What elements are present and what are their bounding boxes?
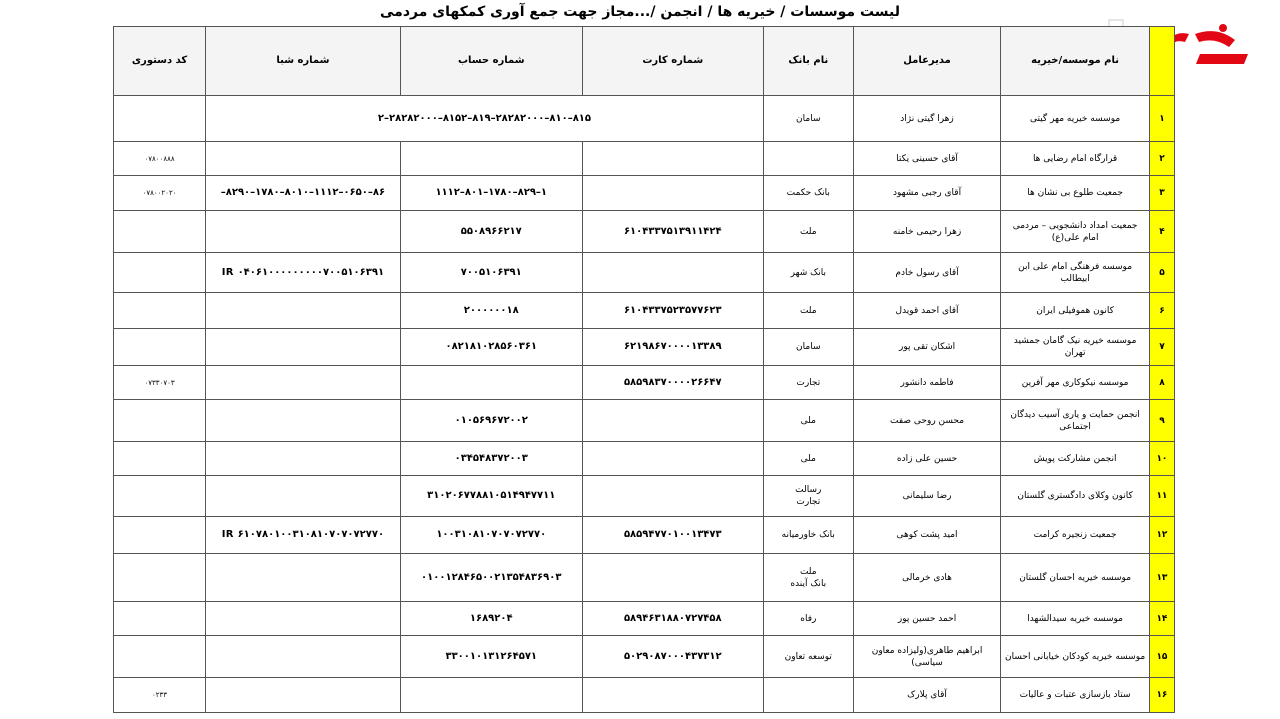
code-cell [114, 636, 206, 678]
name-cell: جمعیت امداد دانشجویی – مردمی امام علی(ع) [1001, 211, 1150, 253]
account-cell: ۱۶۸۹۲۰۴ [400, 602, 582, 636]
manager-cell: آقای رسول خادم [853, 253, 1001, 293]
sheba-cell: IR ۶۱۰۷۸۰۱۰۰۳۱۰۸۱۰۷۰۷۰۷۲۷۷۰ [206, 517, 401, 554]
code-cell [114, 400, 206, 442]
sheba-cell [206, 636, 401, 678]
table-row [114, 442, 1175, 476]
code-cell [114, 517, 206, 554]
header-manager: مدیرعامل [853, 27, 1001, 96]
header-bank: نام بانک [763, 27, 853, 96]
table-header-row [114, 27, 1175, 96]
table-row [114, 636, 1175, 678]
bank-cell: تجارت [763, 366, 853, 400]
manager-cell: ابراهیم طاهری(ولیزاده معاون سیاسی) [853, 636, 1001, 678]
code-cell [114, 442, 206, 476]
name-cell: موسسه خیریه مهر گیتی [1001, 96, 1150, 142]
name-cell: موسسه خیریه احسان گلستان [1001, 554, 1150, 602]
manager-cell: آقای پلارک [853, 678, 1001, 713]
table-row [114, 400, 1175, 442]
bank-cell [763, 142, 853, 176]
code-cell [114, 96, 206, 142]
row-number-cell: ۱۱ [1149, 476, 1174, 517]
manager-cell: هادی خرمالی [853, 554, 1001, 602]
name-cell: کانون وکلای دادگستری گلستان [1001, 476, 1150, 517]
code-cell: ۰۲۳۳ [114, 678, 206, 713]
manager-cell: رضا سلیمانی [853, 476, 1001, 517]
manager-cell: آقای رجبی مشهود [853, 176, 1001, 211]
table-row [114, 554, 1175, 602]
manager-cell: زهرا گیتی نژاد [853, 96, 1001, 142]
account-cell: ۲۰۰۰۰۰۰۱۸ [400, 293, 582, 329]
account-cell [400, 678, 582, 713]
name-cell: انجمن حمایت و یاری آسیب دیدگان اجتماعی [1001, 400, 1150, 442]
sheba-cell [206, 442, 401, 476]
manager-cell: اشکان تقی پور [853, 329, 1001, 366]
account-cell: ۷۰۰۵۱۰۶۳۹۱ [400, 253, 582, 293]
manager-cell: احمد حسین پور [853, 602, 1001, 636]
manager-cell: محسن روحی صفت [853, 400, 1001, 442]
sheba-cell [206, 329, 401, 366]
sheba-cell: IR ۰۴۰۶۱۰۰۰۰۰۰۰۰۰۷۰۰۵۱۰۶۳۹۱ [206, 253, 401, 293]
card-cell [582, 442, 763, 476]
row-number-cell: ۱۳ [1149, 554, 1174, 602]
code-cell: ۰۷۸۰۰۸۸۸ [114, 142, 206, 176]
bank-cell: ملت بانک آینده [763, 554, 853, 602]
bank-cell: بانک شهر [763, 253, 853, 293]
account-cell: ۰۳۴۵۴۸۳۷۲۰۰۳ [400, 442, 582, 476]
header-sheba: شماره شبا [206, 27, 401, 96]
bank-cell: ملت [763, 293, 853, 329]
card-cell: ۶۲۱۹۸۶۷۰۰۰۰۱۳۳۸۹ [582, 329, 763, 366]
account-cell: ۱–۸۲۹–۱۷۸۰–۸۰۱–۱۱۱۲ [400, 176, 582, 211]
manager-cell: امید پشت کوهی [853, 517, 1001, 554]
name-cell: کانون هموفیلی ایران [1001, 293, 1150, 329]
code-cell: ۰۷۸۰۰۲۰۲۰ [114, 176, 206, 211]
row-number-cell: ۶ [1149, 293, 1174, 329]
row-number-cell: ۷ [1149, 329, 1174, 366]
code-cell: ۰۷۳۳۰۷۰۳ [114, 366, 206, 400]
header-name: نام موسسه/خیریه [1001, 27, 1150, 96]
code-cell [114, 554, 206, 602]
bank-cell: سامان [763, 96, 853, 142]
name-cell: جمعیت زنجیره کرامت [1001, 517, 1150, 554]
row-number-cell: ۱۶ [1149, 678, 1174, 713]
row-number-cell: ۱۵ [1149, 636, 1174, 678]
sheba-cell: ۸۶–۰۶۵۰–۱۱۱۲–۸۰۱۰–۱۷۸۰–۸۲۹۰– [206, 176, 401, 211]
sheba-cell [206, 602, 401, 636]
manager-cell: آقای احمد قویدل [853, 293, 1001, 329]
manager-cell: آقای حسینی یکتا [853, 142, 1001, 176]
code-cell [114, 253, 206, 293]
sheba-cell [206, 366, 401, 400]
row-number-cell: ۵ [1149, 253, 1174, 293]
card-cell: ۵۰۲۹۰۸۷۰۰۰۴۳۷۳۱۲ [582, 636, 763, 678]
row-number-cell: ۳ [1149, 176, 1174, 211]
row-number-cell: ۱ [1149, 96, 1174, 142]
row-number-cell: ۱۴ [1149, 602, 1174, 636]
bank-cell: رسالت تجارت [763, 476, 853, 517]
header-row-number [1149, 27, 1174, 96]
card-cell [582, 476, 763, 517]
table-row [114, 602, 1175, 636]
name-cell: قرارگاه امام رضایی ها [1001, 142, 1150, 176]
row-number-cell: ۱۰ [1149, 442, 1174, 476]
account-cell [400, 142, 582, 176]
sheba-cell [206, 554, 401, 602]
card-cell [582, 554, 763, 602]
bank-cell [763, 678, 853, 713]
card-cell: ۵۸۵۹۸۳۷۰۰۰۰۲۶۶۴۷ [582, 366, 763, 400]
sheba-cell [206, 293, 401, 329]
name-cell: جمعیت طلوع بی نشان ها [1001, 176, 1150, 211]
card-cell: ۶۱۰۴۳۳۷۵۱۳۹۱۱۴۲۴ [582, 211, 763, 253]
card-cell: ۵۸۹۴۶۳۱۸۸۰۷۲۷۴۵۸ [582, 602, 763, 636]
table-row [114, 678, 1175, 713]
card-cell [582, 400, 763, 442]
code-cell [114, 476, 206, 517]
account-cell: ۰۱۰۰۱۲۸۴۶۵۰۰۲۱۳۵۴۸۳۶۹۰۳ [400, 554, 582, 602]
card-cell [582, 253, 763, 293]
card-cell: ۵۸۵۹۴۷۷۰۱۰۰۱۳۴۷۳ [582, 517, 763, 554]
sheba-cell [206, 400, 401, 442]
code-cell [114, 211, 206, 253]
account-cell: ۵۵۰۸۹۶۶۲۱۷ [400, 211, 582, 253]
name-cell: موسسه فرهنگی امام علی ابن ابیطالب [1001, 253, 1150, 293]
table-row [114, 176, 1175, 211]
name-cell: انجمن مشارکت پویش [1001, 442, 1150, 476]
bank-cell: رفاه [763, 602, 853, 636]
card-cell [582, 142, 763, 176]
card-cell: ۶۱۰۴۳۳۷۵۲۳۵۷۷۶۲۳ [582, 293, 763, 329]
table-row [114, 211, 1175, 253]
card-cell [582, 176, 763, 211]
header-card: شماره کارت [582, 27, 763, 96]
name-cell: موسسه نیکوکاری مهر آفرین [1001, 366, 1150, 400]
row-number-cell: ۹ [1149, 400, 1174, 442]
account-cell: ۳۱۰۲۰۶۷۷۸۸۱۰۵۱۴۹۴۷۷۱۱ [400, 476, 582, 517]
table-row [114, 293, 1175, 329]
code-cell [114, 329, 206, 366]
sheba-cell [206, 476, 401, 517]
card-cell [582, 678, 763, 713]
account-cell: ۸۱۵–۸۱۰–۲۸۲۸۲۰۰۰–۸۱۹–۸۱۵۲–۲۸۲۸۲۰۰۰–۲ [206, 96, 764, 142]
header-account: شماره حساب [400, 27, 582, 96]
name-cell: موسسه خیریه کودکان خیابانی احسان [1001, 636, 1150, 678]
bank-cell: ملت [763, 211, 853, 253]
table-row [114, 329, 1175, 366]
manager-cell: زهرا رحیمی خامنه [853, 211, 1001, 253]
name-cell: موسسه خیریه نیک گامان جمشید تهران [1001, 329, 1150, 366]
bank-cell: ملی [763, 400, 853, 442]
row-number-cell: ۴ [1149, 211, 1174, 253]
account-cell [400, 366, 582, 400]
code-cell [114, 602, 206, 636]
table-row [114, 366, 1175, 400]
bank-cell: بانک خاورمیانه [763, 517, 853, 554]
name-cell: ستاد بازسازی عتبات و عالیات [1001, 678, 1150, 713]
manager-cell: فاطمه دانشور [853, 366, 1001, 400]
sheba-cell [206, 142, 401, 176]
table-row [114, 517, 1175, 554]
account-cell: ۰۸۲۱۸۱۰۲۸۵۶۰۳۶۱ [400, 329, 582, 366]
code-cell [114, 293, 206, 329]
bank-cell: توسعه تعاون [763, 636, 853, 678]
sheba-cell [206, 211, 401, 253]
row-number-cell: ۲ [1149, 142, 1174, 176]
charities-table [113, 26, 1175, 713]
bank-cell: ملی [763, 442, 853, 476]
account-cell: ۰۱۰۵۶۹۶۷۲۰۰۲ [400, 400, 582, 442]
name-cell: موسسه خیریه سیدالشهدا [1001, 602, 1150, 636]
row-number-cell: ۸ [1149, 366, 1174, 400]
table-row [114, 96, 1175, 142]
bank-cell: بانک حکمت [763, 176, 853, 211]
table-row [114, 253, 1175, 293]
account-cell: ۱۰۰۳۱۰۸۱۰۷۰۷۰۷۲۷۷۰ [400, 517, 582, 554]
table-row [114, 142, 1175, 176]
sheba-cell [206, 678, 401, 713]
manager-cell: حسین علی زاده [853, 442, 1001, 476]
bank-cell: سامان [763, 329, 853, 366]
header-code: کد دستوری [114, 27, 206, 96]
table-row [114, 476, 1175, 517]
page-title: لیست موسسات / خیریه ها / انجمن /...مجاز جهت جمع آوری کمکهای مردمی [379, 4, 900, 20]
row-number-cell: ۱۲ [1149, 517, 1174, 554]
account-cell: ۳۳۰۰۱۰۱۳۱۲۶۴۵۷۱ [400, 636, 582, 678]
